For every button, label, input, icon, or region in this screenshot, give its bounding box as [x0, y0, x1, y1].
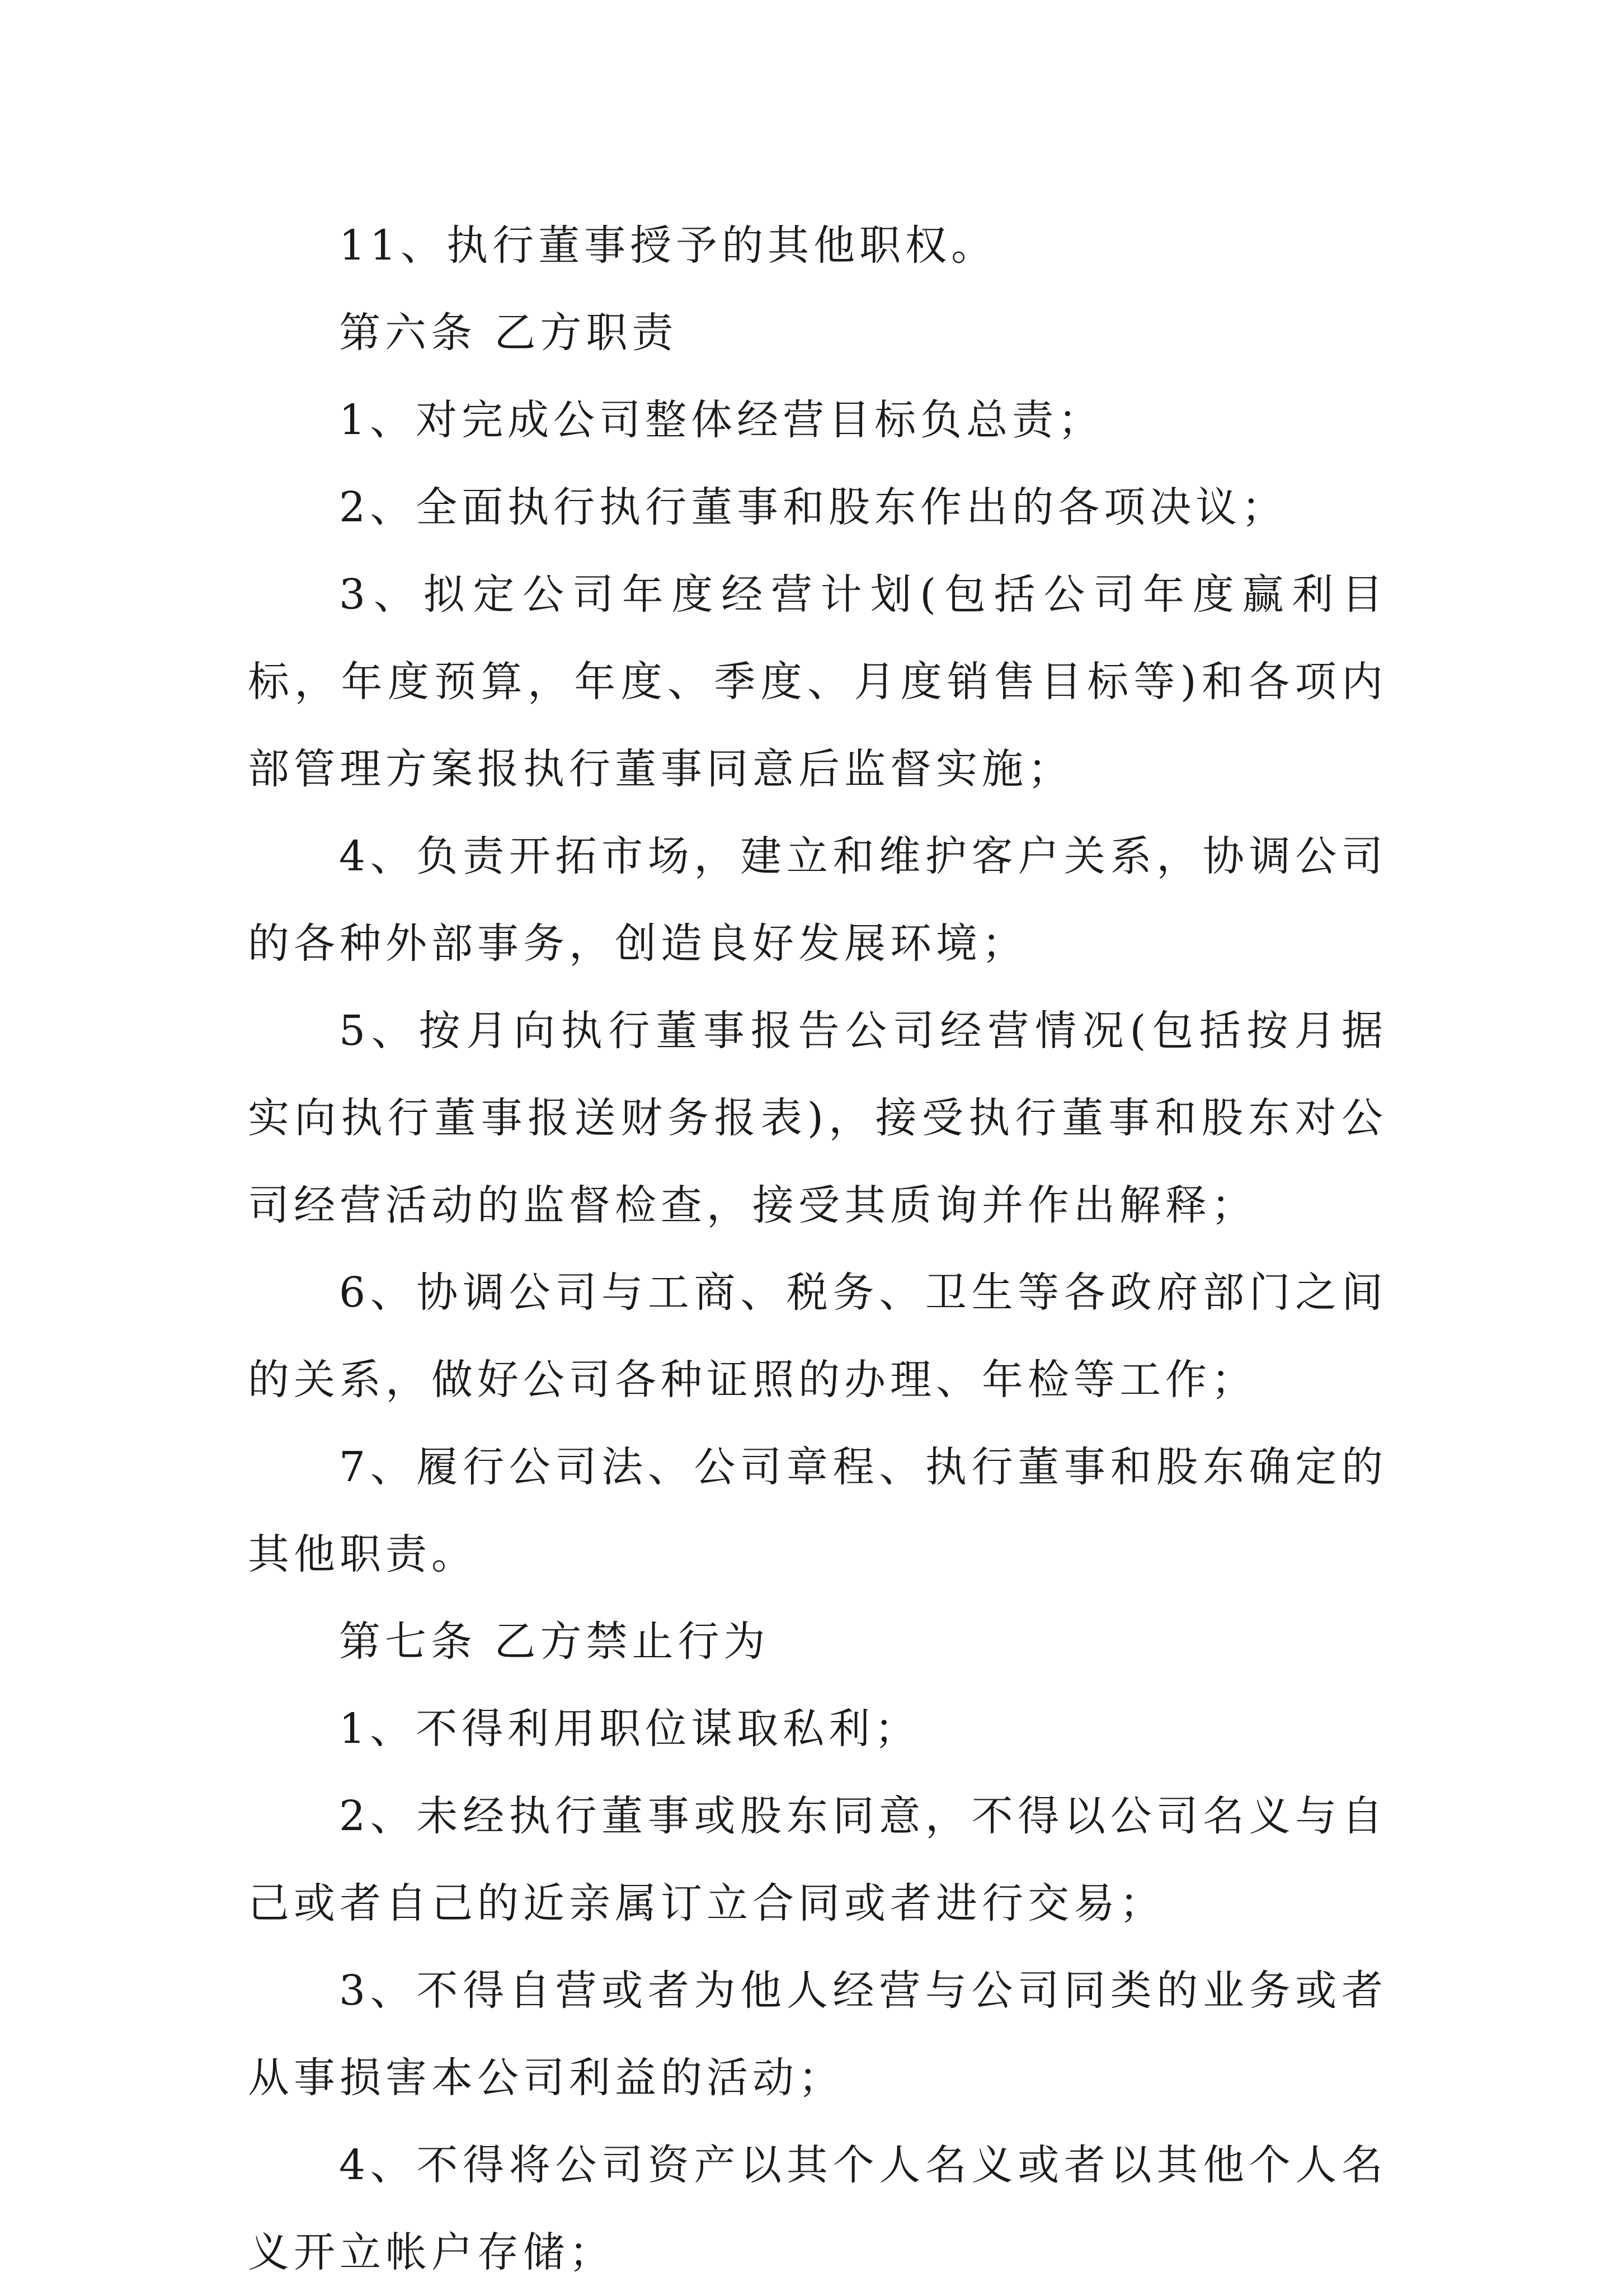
heading-article-6: 第六条 乙方职责 [339, 309, 678, 357]
paragraph-article-7-item-3: 3、不得自营或者为他人经营与公司同类的业务或者从事损害本公司利益的活动； [248, 1967, 1387, 2102]
paragraph-article-6-item-5: 5、按月向执行董事报告公司经营情况(包括按月据实向执行董事报送财务报表)，接受执行董事和股东对公司经营活动的监督检查，接受其质询并作出解释； [248, 1007, 1387, 1229]
paragraph-article-6-item-1: 1、对完成公司整体经营目标负总责； [339, 396, 1104, 444]
paragraph-article-6-item-2: 2、全面执行执行董事和股东作出的各项决议； [339, 483, 1288, 531]
paragraph-article-7-item-4: 4、不得将公司资产以其个人名义或者以其他个人名义开立帐户存储； [248, 2141, 1387, 2276]
paragraph-article-6-item-3: 3、拟定公司年度经营计划(包括公司年度赢利目标，年度预算，年度、季度、月度销售目标等)和各项内部管理方案报执行董事同意后监督实施； [248, 571, 1387, 793]
paragraph-article-6-item-4: 4、负责开拓市场，建立和维护客户关系，协调公司的各种外部事务，创造良好发展环境； [248, 832, 1387, 968]
heading-article-7: 第七条 乙方禁止行为 [339, 1618, 770, 1666]
paragraph-article-6-item-6: 6、协调公司与工商、税务、卫生等各政府部门之间的关系，做好公司各种证照的办理、年检等工作； [248, 1269, 1387, 1404]
paragraph-clause-5-item-11: 11、执行董事授予的其他职权。 [339, 221, 997, 270]
paragraph-article-7-item-1: 1、不得利用职位谋取私利； [339, 1705, 921, 1753]
document-body [248, 202, 1387, 2296]
paragraph-article-7-item-2: 2、未经执行董事或股东同意，不得以公司名义与自己或者自己的近亲属订立合同或者进行交易； [248, 1792, 1387, 1927]
paragraph-article-6-item-7: 7、履行公司法、公司章程、执行董事和股东确定的其他职责。 [248, 1443, 1387, 1578]
